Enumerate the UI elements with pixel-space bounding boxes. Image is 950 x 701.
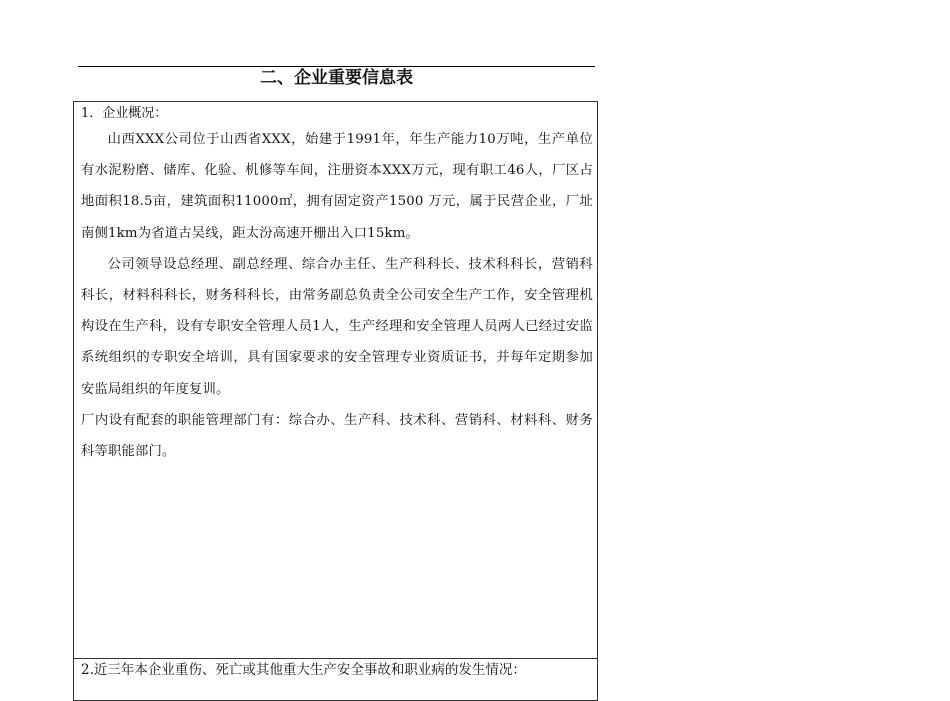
accidents-heading: 2.近三年本企业重伤、死亡或其他重大生产安全事故和职业病的发生情况： (81, 662, 526, 678)
section-title: 二、企业重要信息表 (260, 68, 413, 88)
enterprise-info-table (73, 101, 598, 701)
overview-cell (74, 102, 597, 659)
overview-paragraph-management: 公司领导设总经理、副总经理、综合办主任、生产科科长、技术科科长，营销科科长，材料科科长，财务科科长，由常务副总负责全公司安全生产工作，安全管理机构设在生产科，设有专职安全管理人员1人，生产经理和安全管理人员两人已经过安监系统组织的专职安全培训，具有国家要求的安全管理专业资质证书，并每年定期参加安监局组织的年度复训。 (81, 256, 593, 397)
overview-paragraph-departments: 厂内设有配套的职能管理部门有：综合办、生产科、技术科、营销科、材料科、财务科等职能部门。 (81, 412, 593, 460)
overview-paragraph-location: 山西XXX公司位于山西省XXX，始建于1991年，年生产能力10万吨，生产单位有水泥粉磨、储库、化验、机修等车间，注册资本XXX万元，现有职工46人，厂区占地面积18.5亩，建筑面积11000㎡，拥有固定资产1500 万元，属于民营企业，厂址南侧1km为省道古吴线，距太汾高速开栅出入口15km。 (81, 132, 593, 241)
accidents-cell (74, 659, 597, 680)
overview-heading: 1．企业概况： (81, 106, 168, 121)
